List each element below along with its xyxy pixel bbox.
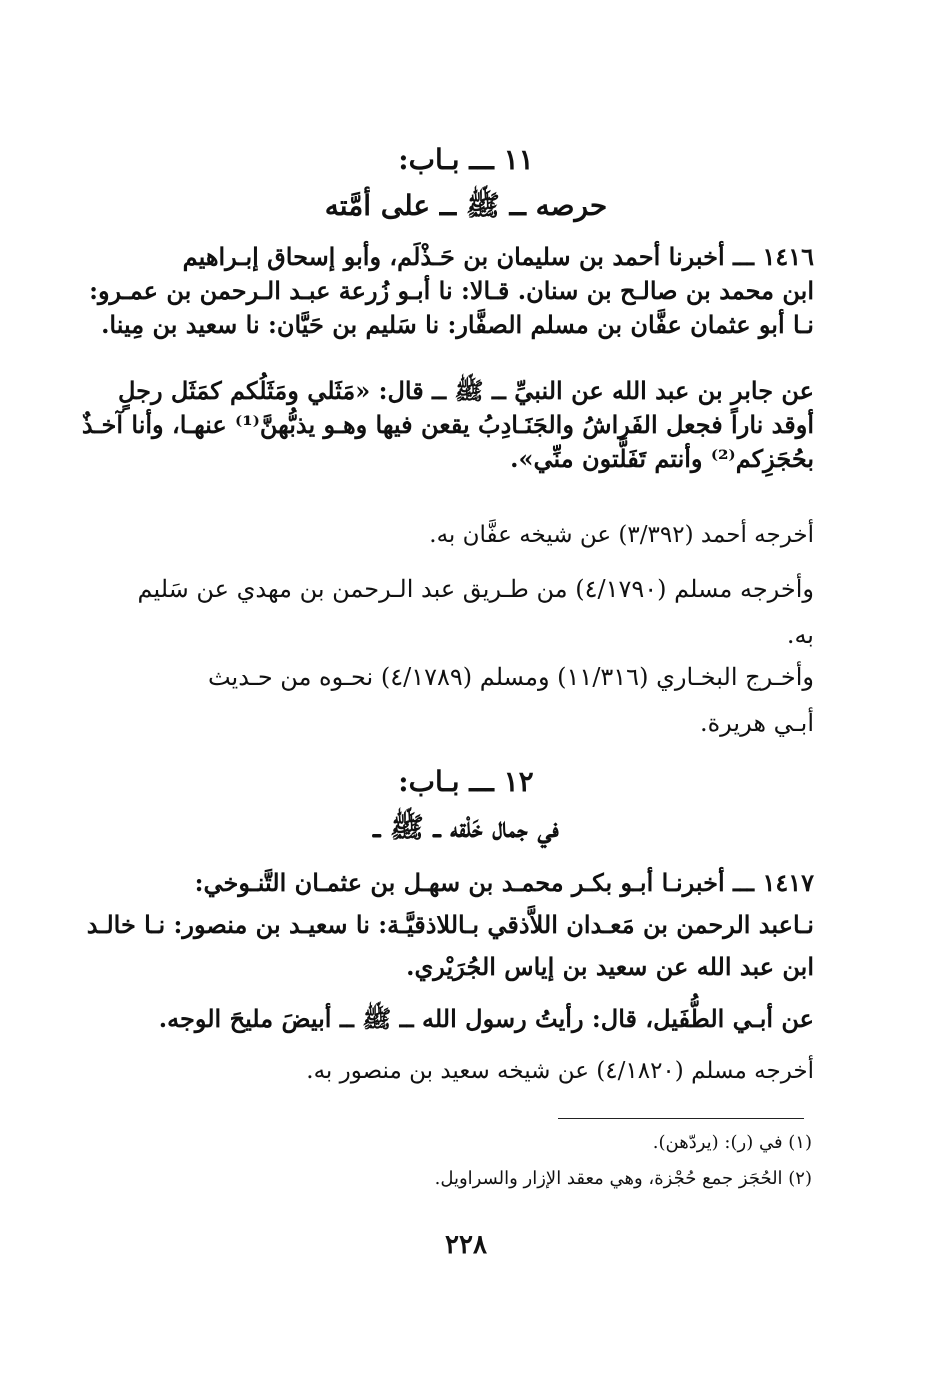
- footnote-divider: [558, 1118, 804, 1119]
- matn-line: أوقد ناراً فجعل الفَراشُ والجَنَـادِبُ يقعن فيها وهـو يذبُّهنَّ⁽¹⁾ عنهـا، وأنا آخـذٌ: [81, 410, 814, 439]
- takhrij-ahmad: أخرجه أحمد (٣/٣٩٢) عن شيخه عفَّان به.: [429, 522, 814, 548]
- takhrij-line: أبـي هريرة.: [699, 709, 814, 737]
- footnote-2: (٢) الحُجَز جمع حُجْزة، وهي معقد الإزار والسراويل.: [434, 1168, 812, 1189]
- isnad-line: ابن محمد بن صالـح بن سنان. قـالا: نا أبـو زُرعة عبـد الـرحمن بن عمـرو:: [89, 276, 814, 305]
- takhrij-line: وأخـرج البخـاري (١١/٣١٦) ومسلم (٤/١٧٨٩) نحـوه من حـديث: [207, 663, 814, 691]
- takhrij-muslim: [114, 572, 814, 652]
- chapter-12-subheading: في جمال خَلْقه ــ ﷺ ــ: [373, 811, 559, 844]
- isnad-line: ١٤١٧ ـــ أخبرنـا أبـو بكـر محمـد بن سهـل بن عثمـان التَّنـوخي:: [194, 868, 814, 897]
- hadith-1417-matn: عن أبـي الطُّفَيل، قال: رأيتُ رسول الله ــ ﷺ ــ أبيضَ مليحَ الوجه.: [158, 1004, 814, 1033]
- chapter-11-heading: ١١ ـــ بـاب:: [398, 143, 534, 176]
- chapter-11-subheading: حرصه ــ ﷺ ــ على أمَّته: [324, 189, 608, 222]
- hadith-1417-isnad: [86, 864, 814, 990]
- isnad-line: ١٤١٦ ـــ أخبرنا أحمد بن سليمان بن حَـذْلَم، وأبو إسحاق إبـراهيم: [182, 242, 814, 271]
- takhrij-line: به.: [786, 621, 814, 649]
- takhrij-bukhari: [114, 660, 814, 740]
- hadith-1416-isnad: [89, 240, 814, 342]
- chapter-12-heading: ١٢ ـــ بـاب:: [398, 765, 534, 798]
- takhrij-line: وأخرجه مسلم (٤/١٧٩٠) من طـريق عبد الـرحمن بن مهدي عن سَليم: [137, 575, 814, 603]
- matn-line: عن جابر بن عبد الله عن النبيِّ ــ ﷺ ــ قال: «مَثَلي ومَثَلُكم كمَثَل رجلٍ: [117, 376, 814, 405]
- page-number: ٢٢٨: [445, 1230, 487, 1260]
- isnad-line: نـاعبد الرحمن بن مَعـدان اللاَّذقي بـاللاذقيَّـة: نا سعيـد بن منصور: نـا خالـد: [86, 910, 814, 939]
- isnad-line: ابن عبد الله عن سعيد بن إياس الجُرَيْري.: [406, 952, 814, 981]
- isnad-line: نـا أبو عثمان عفَّان بن مسلم الصفَّار: نا سَليم بن حَيَّان: نا سعيد بن مِينا.: [101, 310, 814, 339]
- hadith-1416-matn: [81, 374, 814, 476]
- matn-line: بحُجَزِكم⁽²⁾ وأنتم تَفَلَّتون منِّي».: [510, 444, 814, 473]
- footnote-1: (١) في (ر): (يردّهن).: [652, 1132, 812, 1153]
- takhrij-1417: أخرجه مسلم (٤/١٨٢٠) عن شيخه سعيد بن منصور به.: [306, 1058, 814, 1084]
